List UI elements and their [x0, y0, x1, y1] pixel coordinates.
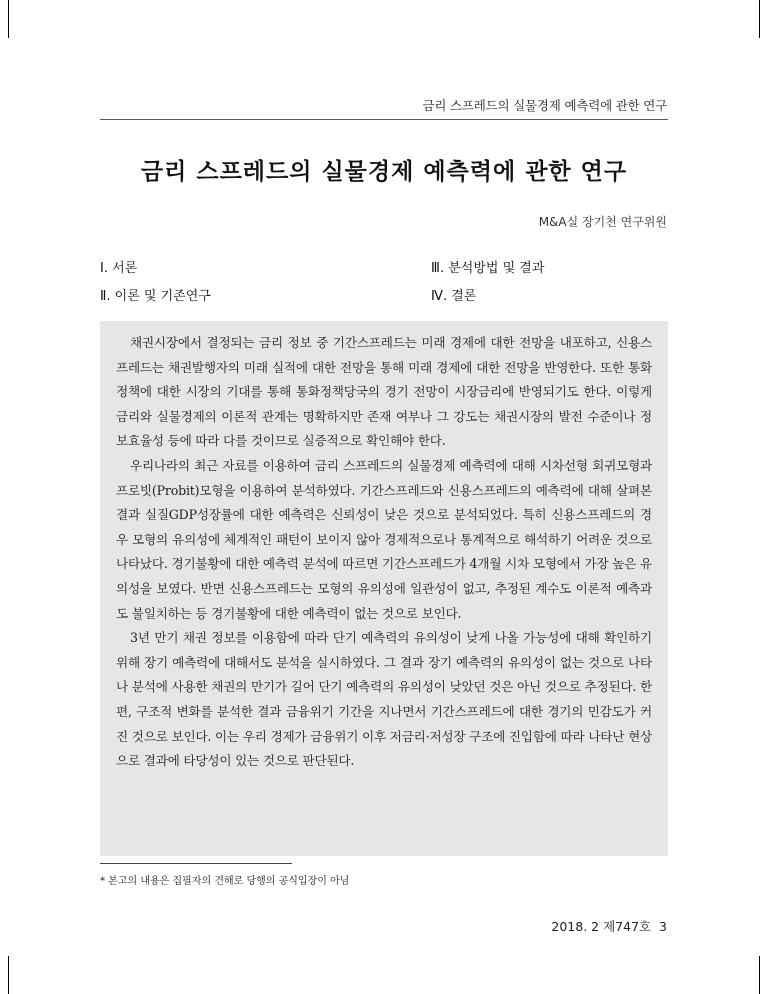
abstract-paragraph: 채권시장에서 결정되는 금리 정보 중 기간스프레드는 미래 경제에 대한 전망을 내포하고, 신용스프레드는 채권발행자의 미래 실적에 대한 전망을 통해 미래 경제에 대한 전망을 반영한다. 또한 통화정책에 대한 시장의 기대를 통해 통화정책당국의 경기 전망이 시장금리에 반영되기도 한다. 이렇게 금리와 실물경제의 이론적 관계는 명확하지만 존재 여부나 그 강도는 채권시장의 발전 수준이나 정보효율성 등에 따라 다를 것이므로 실증적으로 확인해야 한다. [116, 335, 652, 449]
article-title: 금리 스프레드의 실물경제 예측력에 관한 연구 [140, 159, 628, 185]
crop-mark-top-left [8, 0, 9, 38]
crop-mark-bottom-right [759, 956, 760, 994]
abstract-paragraph: 우리나라의 최근 자료를 이용하여 금리 스프레드의 실물경제 예측력에 대해 시차선형 회귀모형과 프로빗(Probit)모형을 이용하여 분석하였다. 기간스프레드와 신용스프레드의 예측력에 대해 살펴본 결과 실질GDP성장률에 대한 예측력은 신뢰성이 낮은 것으로 분석되었다. 특히 신용스프레드의 경우 모형의 유의성에 체계적인 패턴이 보이지 않아 경제적으로나 통계적으로 해석하기 어려운 것으로 나타났다. 경기불황에 대한 예측력 분석에 따르면 기간스프레드가 4개월 시차 모형에서 가장 높은 유의성을 보였다. 반면 신용스프레드는 모형의 유의성에 일관성이 없고, 추정된 계수도 이론적 예측과도 불일치하는 등 경기불황에 대한 예측력이 없는 것으로 보인다. [116, 457, 652, 621]
abstract-text [116, 331, 652, 774]
header-rule [100, 119, 668, 120]
toc-item-theory: Ⅱ. 이론 및 기존연구 [100, 289, 211, 304]
abstract-paragraph: 3년 만기 채권 정보를 이용함에 따라 단기 예측력의 유의성이 낮게 나올 가능성에 대해 확인하기 위해 장기 예측력에 대해서도 분석을 실시하였다. 그 결과 장기 예측력의 유의성이 없는 것으로 나타나 분석에 사용한 채권의 만기가 길어 단기 예측력의 유의성이 낮았던 것은 아닌 것으로 추정된다. 한편, 구조적 변화를 분석한 결과 금융위기 기간을 지나면서 기간스프레드에 대한 경기의 민감도가 커진 것으로 보인다. 이는 우리 경제가 금융위기 이후 저금리·저성장 구조에 진입함에 따라 나타난 현상으로 결과에 타당성이 있는 것으로 판단된다. [116, 630, 652, 769]
toc-item-introduction: Ⅰ. 서론 [100, 261, 138, 276]
author-line: M&A실 장기천 연구위원 [538, 215, 667, 229]
running-header: 금리 스프레드의 실물경제 예측력에 관한 연구 [422, 98, 667, 113]
footnote-rule [100, 863, 292, 864]
crop-mark-top-right [759, 0, 760, 38]
page-footer: 2018. 2 제747호 3 [551, 919, 667, 934]
toc-item-methods: Ⅲ. 분석방법 및 결과 [431, 261, 545, 276]
crop-mark-bottom-left [8, 956, 9, 994]
footnote: * 본고의 내용은 집필자의 견해로 당행의 공식입장이 아님 [100, 876, 350, 887]
toc-item-conclusion: Ⅳ. 결론 [431, 289, 477, 304]
